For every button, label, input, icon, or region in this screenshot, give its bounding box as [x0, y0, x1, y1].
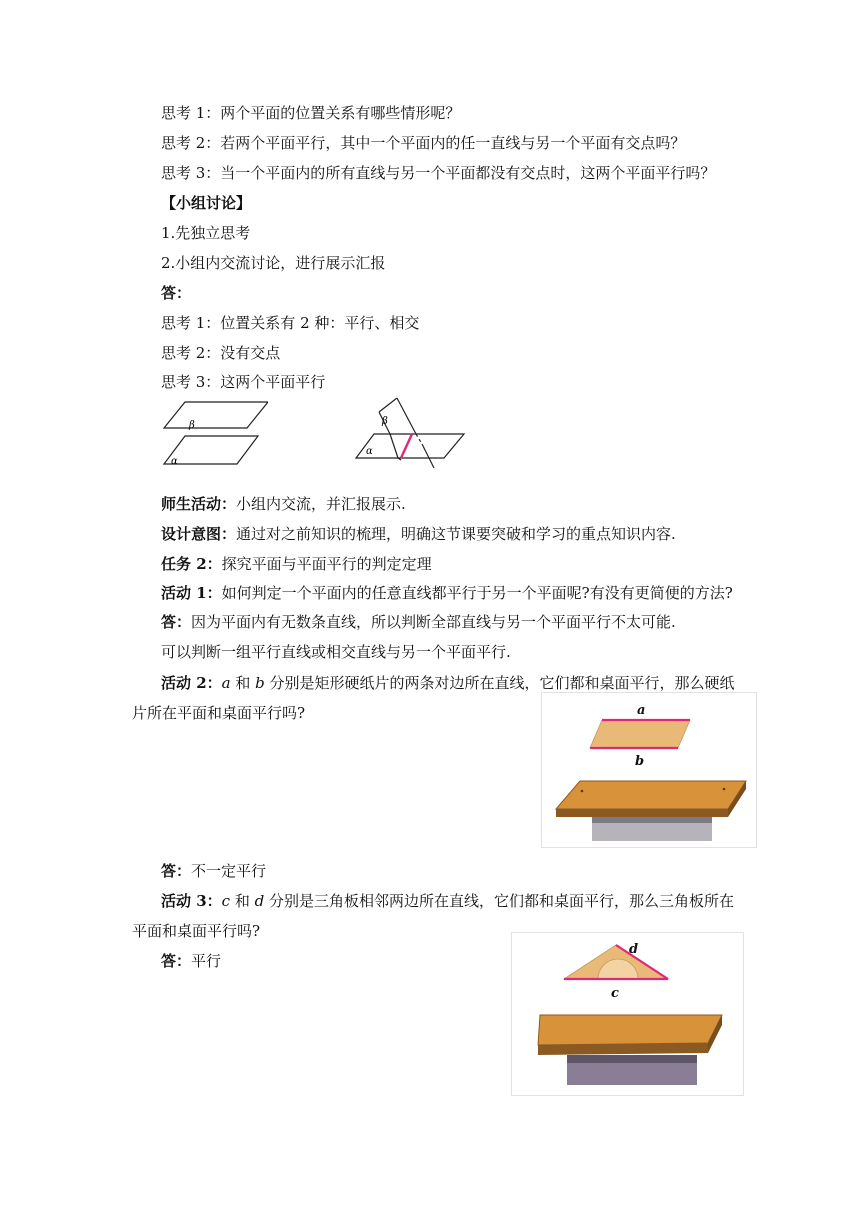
act1-text: 如何判定一个平面内的任意直线都平行于另一个平面呢?有没有更简便的方法?: [221, 584, 733, 602]
answer-label: 答：: [161, 284, 192, 302]
act3-and: 和: [230, 892, 255, 910]
intersecting-planes-figure: [354, 396, 466, 478]
answer-2: 思考 2：没有交点: [161, 344, 281, 362]
think-q1: 思考 1：两个平面的位置关系有哪些情形呢？: [161, 104, 461, 122]
triangle-desk-photo: [511, 932, 744, 1096]
act3-text: 分别是三角板相邻两边所在直线，它们都和桌面平行，那么三角板所在: [264, 892, 735, 910]
group-step1: 1.先独立思考: [161, 224, 251, 242]
act2-var-a: a: [221, 674, 231, 692]
act3-answer-line: [161, 951, 221, 971]
activity-text: 小组内交流，并汇报展示.: [236, 495, 406, 513]
design-text: 通过对之前知识的梳理，明确这节课要突破和学习的重点知识内容.: [236, 525, 676, 543]
alpha-label: α: [171, 456, 178, 467]
act1-line: [161, 583, 733, 603]
think-q2: 思考 2：若两个平面平行，其中一个平面内的任一直线与另一个平面有交点吗？: [161, 134, 686, 152]
task2-line: [161, 554, 432, 574]
group-step2: 2.小组内交流讨论，进行展示汇报: [161, 254, 386, 272]
act3-text2: 平面和桌面平行吗?: [132, 922, 261, 940]
act3-var-c: c: [221, 892, 231, 910]
answer-3: 思考 3：这两个平面平行: [161, 373, 326, 391]
design-line: [161, 524, 676, 544]
act2-answer-label: 答：: [161, 862, 192, 880]
activity-label: 师生活动：: [161, 495, 237, 513]
act2-answer-line: [161, 861, 266, 881]
act1-answer-text2: 可以判断一组平行直线或相交直线与另一个平面平行.: [161, 643, 511, 661]
answer-1: 思考 1：位置关系有 2 种：平行、相交: [161, 314, 420, 332]
act3-line: [161, 891, 734, 911]
parallel-planes-figure: [158, 398, 268, 470]
act1-answer-text: 因为平面内有无数条直线，所以判断全部直线与另一个平面平行不太可能.: [191, 613, 676, 631]
act1-answer-label: 答：: [161, 613, 192, 631]
act2-answer-text: 不一定平行: [191, 862, 267, 880]
alpha-label-2: α: [366, 446, 373, 457]
act3-answer-text: 平行: [191, 952, 222, 970]
beta-label: β: [189, 420, 195, 431]
act3-label: 活动 3：: [161, 892, 222, 910]
img-label-b: b: [635, 754, 645, 769]
act2-and: 和: [230, 674, 256, 692]
beta-label-2: β: [382, 416, 388, 427]
act2-text: 分别是矩形硬纸片的两条对边所在直线，它们都和桌面平行，那么硬纸: [264, 674, 735, 692]
act2-label: 活动 2：: [161, 674, 222, 692]
act2-var-b: b: [255, 674, 265, 692]
design-label: 设计意图：: [161, 525, 237, 543]
img-label-a: a: [637, 703, 646, 718]
cardboard-desk-photo: [541, 692, 757, 848]
think-q3: 思考 3：当一个平面内的所有直线与另一个平面都没有交点时，这两个平面平行吗？: [161, 164, 716, 182]
img-label-d: d: [629, 942, 639, 957]
act2-text2: 片所在平面和桌面平行吗?: [132, 704, 306, 722]
img-label-c: c: [611, 986, 619, 1001]
group-heading: 【小组讨论】: [161, 194, 252, 212]
activity-line: [161, 494, 406, 514]
task2-text: 探究平面与平面平行的判定定理: [221, 555, 432, 573]
act3-var-d: d: [254, 892, 265, 910]
act2-line: [161, 673, 735, 693]
act1-answer-line: [161, 612, 676, 632]
act1-label: 活动 1：: [161, 584, 222, 602]
task2-label: 任务 2：: [161, 555, 222, 573]
act3-answer-label: 答：: [161, 952, 192, 970]
intersection-line: [401, 434, 412, 458]
